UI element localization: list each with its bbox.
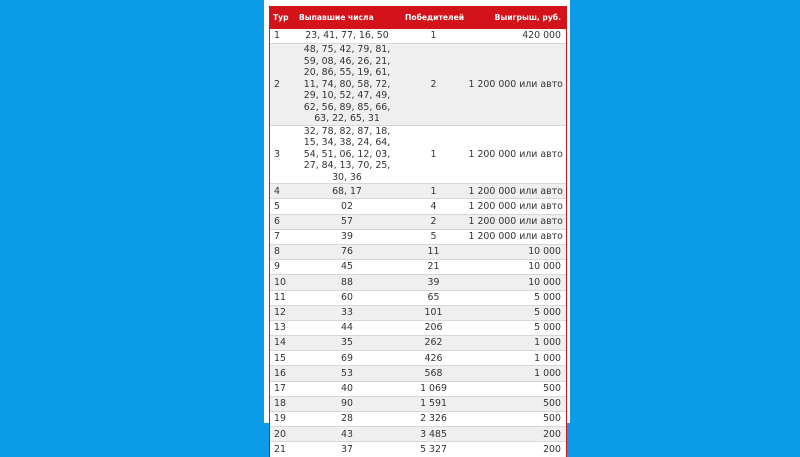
- cell-tour: 8: [270, 244, 293, 259]
- cell-winners: 21: [402, 260, 466, 275]
- cell-winners: 1: [402, 184, 466, 199]
- cell-tour: 16: [270, 366, 293, 381]
- cell-prize: 10 000: [466, 275, 567, 290]
- table-row: [270, 260, 567, 275]
- cell-tour: 11: [270, 290, 293, 305]
- cell-prize: 1 200 000 или авто: [466, 199, 567, 214]
- cell-numbers: 37: [293, 442, 402, 457]
- cell-prize: 5 000: [466, 305, 567, 320]
- cell-numbers: 53: [293, 366, 402, 381]
- cell-tour: 12: [270, 305, 293, 320]
- cell-winners: 2 326: [402, 412, 466, 427]
- cell-winners: 1: [402, 29, 466, 44]
- table-row: [270, 381, 567, 396]
- header-numbers: Выпавшие числа: [293, 7, 402, 29]
- cell-winners: 3 485: [402, 427, 466, 442]
- table-row: [270, 442, 567, 457]
- cell-numbers: 57: [293, 214, 402, 229]
- cell-prize: 200: [466, 442, 567, 457]
- table-row: [270, 366, 567, 381]
- cell-winners: 5 327: [402, 442, 466, 457]
- cell-tour: 4: [270, 184, 293, 199]
- cell-tour: 18: [270, 396, 293, 411]
- cell-tour: 21: [270, 442, 293, 457]
- cell-winners: 262: [402, 336, 466, 351]
- cell-numbers: 88: [293, 275, 402, 290]
- table-row: [270, 199, 567, 214]
- table-row: [270, 427, 567, 442]
- cell-winners: 101: [402, 305, 466, 320]
- cell-winners: 568: [402, 366, 466, 381]
- cell-numbers: 32, 78, 82, 87, 18, 15, 34, 38, 24, 64, 54, 51, 06, 12, 03, 27, 84, 13, 70, 25, 30, 36: [293, 125, 402, 184]
- cell-tour: 15: [270, 351, 293, 366]
- cell-winners: 1 591: [402, 396, 466, 411]
- cell-winners: 2: [402, 214, 466, 229]
- header-winners: Победителей: [402, 7, 466, 29]
- cell-numbers: 60: [293, 290, 402, 305]
- cell-prize: 500: [466, 381, 567, 396]
- cell-tour: 2: [270, 44, 293, 126]
- table-row: [270, 275, 567, 290]
- cell-prize: 1 200 000 или авто: [466, 214, 567, 229]
- cell-tour: 17: [270, 381, 293, 396]
- table-row: [270, 351, 567, 366]
- cell-winners: 5: [402, 229, 466, 244]
- cell-prize: 420 000: [466, 29, 567, 44]
- cell-winners: 1 069: [402, 381, 466, 396]
- cell-numbers: 35: [293, 336, 402, 351]
- cell-prize: 5 000: [466, 290, 567, 305]
- cell-tour: 7: [270, 229, 293, 244]
- cell-tour: 14: [270, 336, 293, 351]
- cell-winners: 65: [402, 290, 466, 305]
- cell-tour: 1: [270, 29, 293, 44]
- header-row: [270, 7, 567, 29]
- cell-prize: 1 000: [466, 336, 567, 351]
- table-row: [270, 29, 567, 44]
- cell-numbers: 43: [293, 427, 402, 442]
- table-row: [270, 44, 567, 126]
- cell-numbers: 48, 75, 42, 79, 81, 59, 08, 46, 26, 21, 20, 86, 55, 19, 61, 11, 74, 80, 58, 72, 29, 10, 52, 47, 49, 62, 56, 89, 85, 66, 63, 22, 65, 31: [293, 44, 402, 126]
- table-header: [270, 7, 567, 29]
- table-row: [270, 305, 567, 320]
- cell-prize: 1 200 000 или авто: [466, 125, 567, 184]
- cell-tour: 10: [270, 275, 293, 290]
- cell-tour: 19: [270, 412, 293, 427]
- cell-numbers: 68, 17: [293, 184, 402, 199]
- cell-winners: 1: [402, 125, 466, 184]
- table-row: [270, 412, 567, 427]
- cell-prize: 1 200 000 или авто: [466, 184, 567, 199]
- cell-prize: 1 000: [466, 366, 567, 381]
- table-row: [270, 396, 567, 411]
- cell-tour: 9: [270, 260, 293, 275]
- cell-numbers: 45: [293, 260, 402, 275]
- cell-numbers: 44: [293, 320, 402, 335]
- cell-numbers: 90: [293, 396, 402, 411]
- cell-numbers: 76: [293, 244, 402, 259]
- cell-prize: 10 000: [466, 260, 567, 275]
- cell-prize: 1 200 000 или авто: [466, 44, 567, 126]
- cell-tour: 5: [270, 199, 293, 214]
- cell-prize: 500: [466, 412, 567, 427]
- cell-tour: 13: [270, 320, 293, 335]
- table-row: [270, 184, 567, 199]
- cell-tour: 20: [270, 427, 293, 442]
- cell-numbers: 23, 41, 77, 16, 50: [293, 29, 402, 44]
- cell-numbers: 02: [293, 199, 402, 214]
- cell-prize: 1 200 000 или авто: [466, 229, 567, 244]
- cell-numbers: 33: [293, 305, 402, 320]
- table-row: [270, 125, 567, 184]
- table-row: [270, 336, 567, 351]
- table-row: [270, 320, 567, 335]
- cell-numbers: 28: [293, 412, 402, 427]
- results-table: [269, 6, 567, 457]
- header-prize: Выигрыш, руб.: [466, 7, 567, 29]
- cell-prize: 200: [466, 427, 567, 442]
- cell-tour: 3: [270, 125, 293, 184]
- cell-tour: 6: [270, 214, 293, 229]
- cell-prize: 500: [466, 396, 567, 411]
- cell-winners: 39: [402, 275, 466, 290]
- cell-winners: 11: [402, 244, 466, 259]
- cell-prize: 10 000: [466, 244, 567, 259]
- cell-numbers: 39: [293, 229, 402, 244]
- cell-winners: 2: [402, 44, 466, 126]
- table-body: [270, 29, 567, 457]
- table-row: [270, 229, 567, 244]
- cell-numbers: 69: [293, 351, 402, 366]
- cell-winners: 206: [402, 320, 466, 335]
- cell-winners: 4: [402, 199, 466, 214]
- cell-prize: 1 000: [466, 351, 567, 366]
- table-row: [270, 290, 567, 305]
- cell-winners: 426: [402, 351, 466, 366]
- header-tour: Тур: [270, 7, 293, 29]
- table-row: [270, 244, 567, 259]
- cell-prize: 5 000: [466, 320, 567, 335]
- page-content: [264, 0, 570, 455]
- cell-numbers: 40: [293, 381, 402, 396]
- table-row: [270, 214, 567, 229]
